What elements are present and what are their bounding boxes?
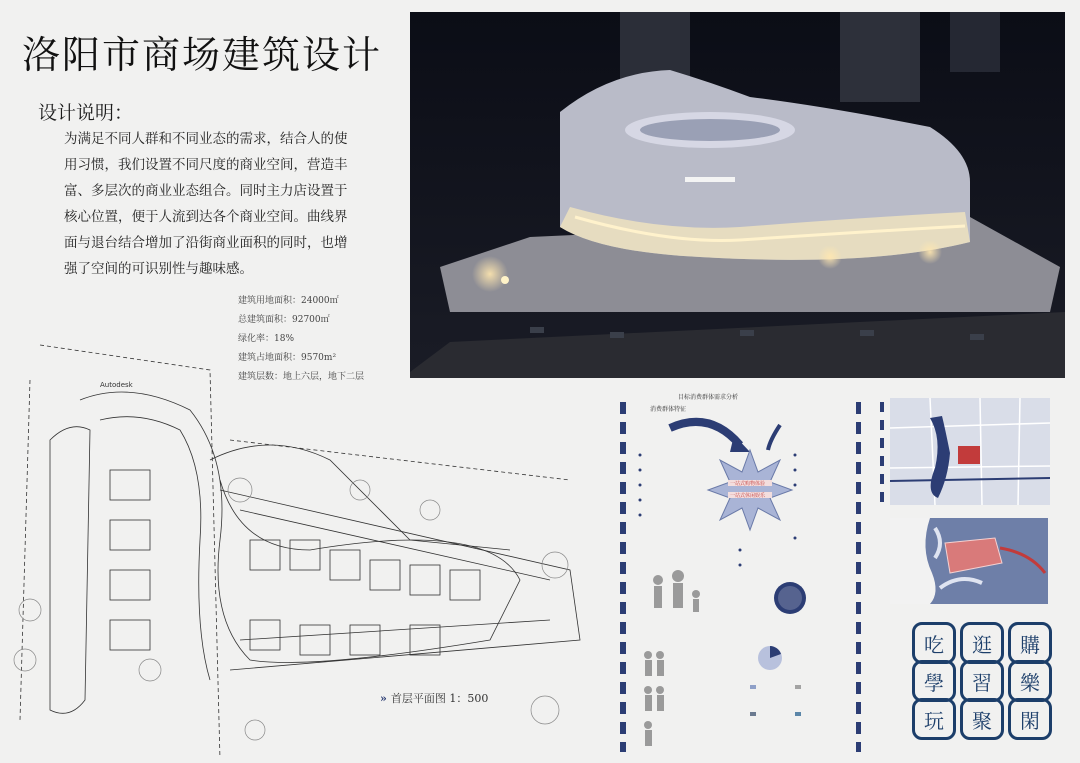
double-chevron-icon: » xyxy=(380,692,387,705)
stamp-leisure: 閑 xyxy=(1008,698,1052,740)
stamp-play: 玩 xyxy=(912,698,956,740)
design-heading: 设计说明： xyxy=(38,102,134,124)
stat-green-rate: 绿化率：18% xyxy=(238,334,295,344)
design-description: 为满足不同人群和不同业态的需求，结合人的使用习惯，我们设置不同尺度的商业空间，营造丰富、多层次的商业业态组合。同时主力店设置于核心位置，便于人流到达各个商业空间。曲线界面与退台结合增加了沿街商业面积的同时，也增强了空间的可识别性与趣味感。 xyxy=(64,131,348,277)
dashed-divider-right xyxy=(856,402,861,752)
ground-floor-plan-drawing xyxy=(10,340,600,755)
stamp-joy: 樂 xyxy=(1008,660,1052,702)
center-label-2: 一站式休闲娱乐 xyxy=(730,493,766,499)
plan-watermark: Autodesk xyxy=(100,381,133,389)
dashed-divider xyxy=(620,402,626,752)
stat-total-area: 总建筑面积：92700㎡ xyxy=(238,315,330,325)
night-render-image xyxy=(410,12,1065,378)
stamp-eat: 吃 xyxy=(912,622,956,664)
page-title: 洛阳市商场建筑设计 xyxy=(22,33,383,77)
center-label-1: 一站式购物体验 xyxy=(730,481,766,487)
analysis-graphics xyxy=(630,390,852,755)
stamp-shop: 逛 xyxy=(960,622,1004,664)
activity-stamps xyxy=(912,622,1052,734)
stamp-buy: 購 xyxy=(1008,622,1052,664)
plan-caption: » 首层平面图 1：500 xyxy=(380,692,489,705)
stat-footprint: 建筑占地面积：9570m² xyxy=(238,353,337,363)
stamp-gather: 聚 xyxy=(960,698,1004,740)
stamp-practice: 習 xyxy=(960,660,1004,702)
analysis-title: 目标消费群体需求分析 xyxy=(678,394,739,401)
consumer-analysis-diagram xyxy=(630,390,852,755)
stamp-learn: 學 xyxy=(912,660,956,702)
location-map xyxy=(890,398,1050,505)
dashed-divider-map xyxy=(880,402,884,502)
stat-floors: 建筑层数：地上六层，地下二层 xyxy=(238,372,365,382)
stat-site-area: 建筑用地面积：24000㎡ xyxy=(238,296,339,306)
analysis-left-title: 消费群体特征 xyxy=(650,406,687,413)
site-context-map xyxy=(890,518,1048,604)
